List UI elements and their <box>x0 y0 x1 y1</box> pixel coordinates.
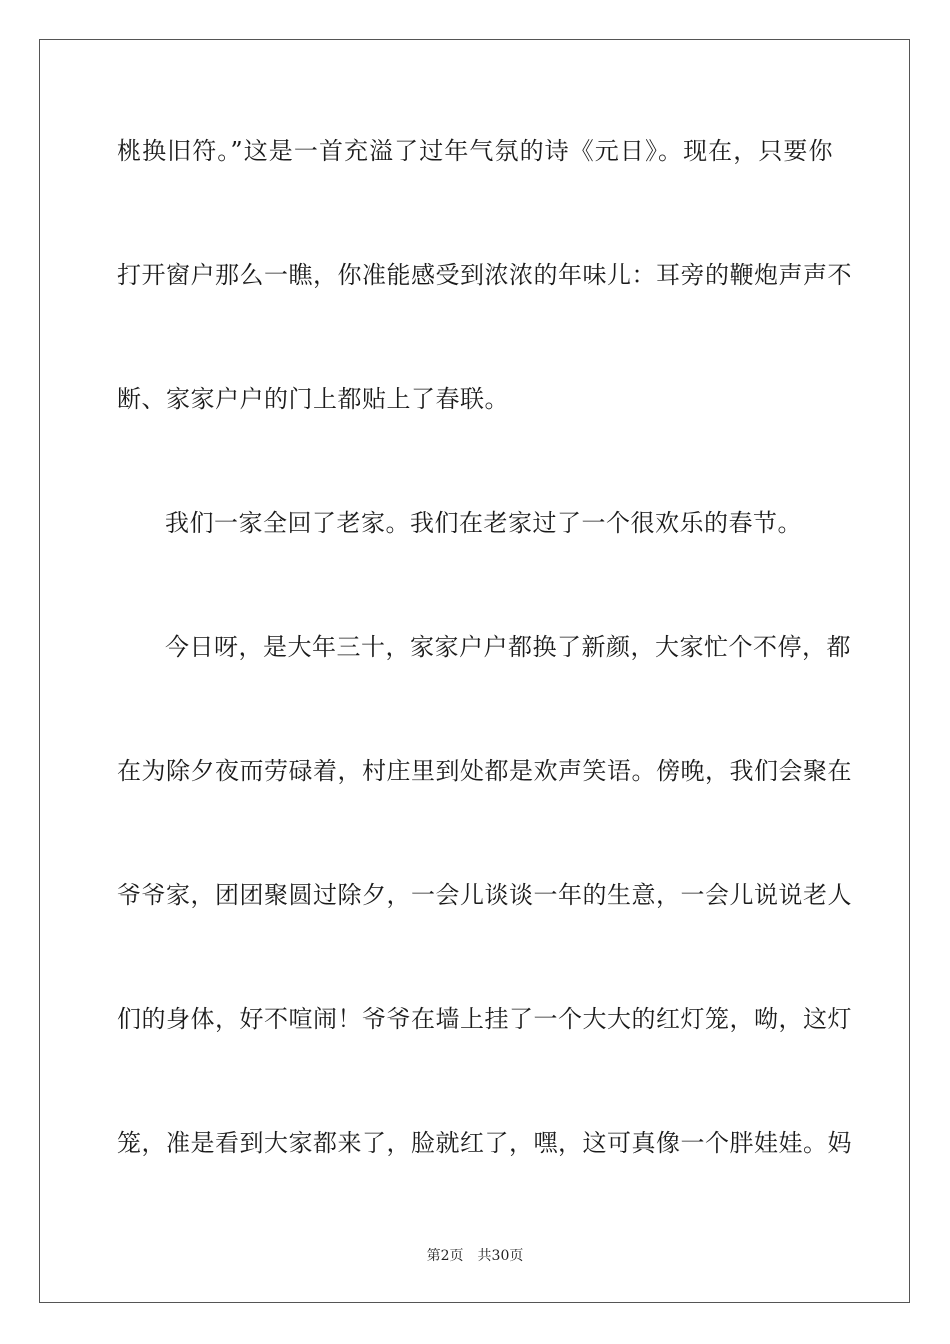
body-line-3: 断、家家户户的门上都贴上了春联。 <box>117 385 509 413</box>
page-total: 共30页 <box>477 1248 524 1264</box>
body-line-6: 在为除夕夜而劳碌着，村庄里到处都是欢声笑语。傍晚，我们会聚在 <box>117 757 852 785</box>
body-line-9: 笼，准是看到大家都来了，脸就红了，嘿，这可真像一个胖娃娃。妈 <box>117 1129 852 1157</box>
body-line-8: 们的身体，好不喧闹！爷爷在墙上挂了一个大大的红灯笼，呦，这灯 <box>117 1005 852 1033</box>
body-line-4: 我们一家全回了老家。我们在老家过了一个很欢乐的春节。 <box>165 509 802 537</box>
body-line-2: 打开窗户那么一瞧，你准能感受到浓浓的年味儿：耳旁的鞭炮声声不 <box>117 261 852 289</box>
body-line-5: 今日呀，是大年三十，家家户户都换了新颜，大家忙个不停，都 <box>165 633 851 661</box>
page-border <box>39 39 910 1303</box>
page-footer <box>0 1247 950 1265</box>
body-line-1: 桃换旧符。”这是一首充溢了过年气氛的诗《元日》。现在，只要你 <box>117 137 833 165</box>
body-line-7: 爷爷家，团团聚圆过除夕，一会儿谈谈一年的生意，一会儿说说老人 <box>117 881 852 909</box>
page-number: 第2页 <box>426 1248 464 1264</box>
